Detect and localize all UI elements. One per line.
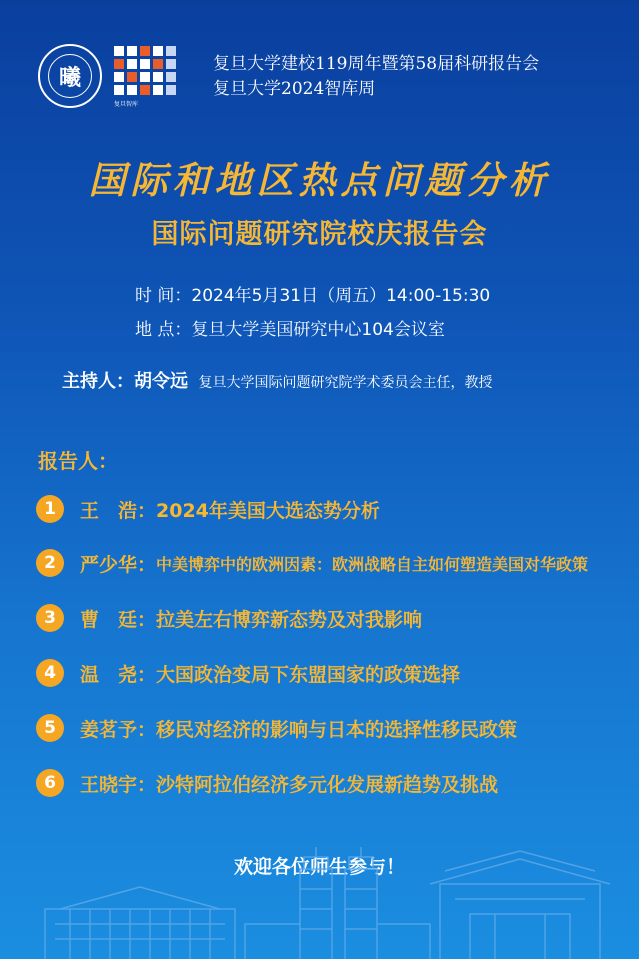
speaker-name: 曹 廷：: [80, 608, 157, 631]
logo-grid-cell: [114, 72, 124, 82]
logo-grid-cell: [127, 59, 137, 69]
speaker-row: [36, 494, 380, 524]
speaker-topic: 2024年美国大选态势分析: [156, 499, 380, 522]
speaker-row: [36, 713, 517, 743]
logo-grid-cell: [140, 59, 150, 69]
logo-grid-cell: [153, 85, 163, 95]
main-title: 国际和地区热点问题分析: [88, 158, 551, 202]
speaker-number-badge: 4: [36, 659, 64, 687]
speaker-number-badge: 1: [36, 495, 64, 523]
speaker-number-badge: 5: [36, 714, 64, 742]
speaker-name: 王晓宇：: [80, 773, 157, 796]
logo-grid-cell: [140, 72, 150, 82]
speaker-row: [36, 548, 588, 578]
logo-grid-cell: [114, 59, 124, 69]
logo-grid-cell: [127, 72, 137, 82]
host-line: [62, 367, 492, 393]
logo-brand-text: 复旦智库: [114, 101, 139, 108]
logo-grid-cell: [166, 72, 176, 82]
header-text: [213, 52, 539, 102]
speaker-name: 严少华：: [80, 553, 157, 576]
campus-skyline-illustration: [0, 829, 639, 959]
speaker-number-badge: 2: [36, 549, 64, 577]
seal-glyph: 曦: [58, 64, 81, 91]
logo-grid-cell: [166, 46, 176, 56]
host-name: 主持人：胡令远: [62, 371, 188, 392]
host-title: 复旦大学国际问题研究院学术委员会主任，教授: [198, 375, 493, 391]
speaker-topic: 移民对经济的影响与日本的选择性移民政策: [156, 718, 518, 741]
speaker-number-badge: 3: [36, 604, 64, 632]
logo-grid-cell: [127, 46, 137, 56]
fudan-seal-logo: [38, 44, 102, 108]
think-tank-logo: [114, 46, 184, 108]
welcome-text: 欢迎各位师生参与！: [233, 856, 405, 878]
logo-grid-cell: [166, 85, 176, 95]
speaker-name: 王 浩：: [80, 499, 157, 522]
speaker-topic: 拉美左右博弈新态势及对我影响: [156, 608, 423, 631]
logo-grid-cell: [153, 59, 163, 69]
sub-title: 国际问题研究院校庆报告会: [151, 219, 488, 250]
logo-grid-cell: [114, 85, 124, 95]
speaker-row: [36, 768, 498, 798]
speaker-name: 姜茗予：: [80, 718, 157, 741]
header-line-2: 复旦大学2024智库周: [213, 79, 376, 99]
speaker-row: [36, 658, 460, 688]
logo-grid-cell: [166, 59, 176, 69]
logo-grid-cell: [153, 72, 163, 82]
speaker-topic: 大国政治变局下东盟国家的政策选择: [156, 663, 461, 686]
logo-grid-cell: [153, 46, 163, 56]
speakers-label: 报告人：: [38, 449, 118, 473]
logo-grid-cell: [127, 85, 137, 95]
event-time: 时 间：2024年5月31日（周五）14:00-15:30: [135, 286, 491, 306]
logo-grid-cell: [140, 85, 150, 95]
logo-grid-cell: [114, 46, 124, 56]
header-line-1: 复旦大学建校119周年暨第58届科研报告会: [213, 54, 540, 74]
speaker-name: 温 尧：: [80, 663, 157, 686]
speaker-row: [36, 603, 422, 633]
speaker-number-badge: 6: [36, 769, 64, 797]
logo-grid-cells: [114, 46, 184, 95]
event-place: 地 点：复旦大学美国研究中心104会议室: [135, 320, 445, 340]
speaker-topic: 沙特阿拉伯经济多元化发展新趋势及挑战: [156, 773, 499, 796]
logo-grid-cell: [140, 46, 150, 56]
speaker-topic: 中美博弈中的欧洲因素：欧洲战略自主如何塑造美国对华政策: [156, 554, 589, 574]
